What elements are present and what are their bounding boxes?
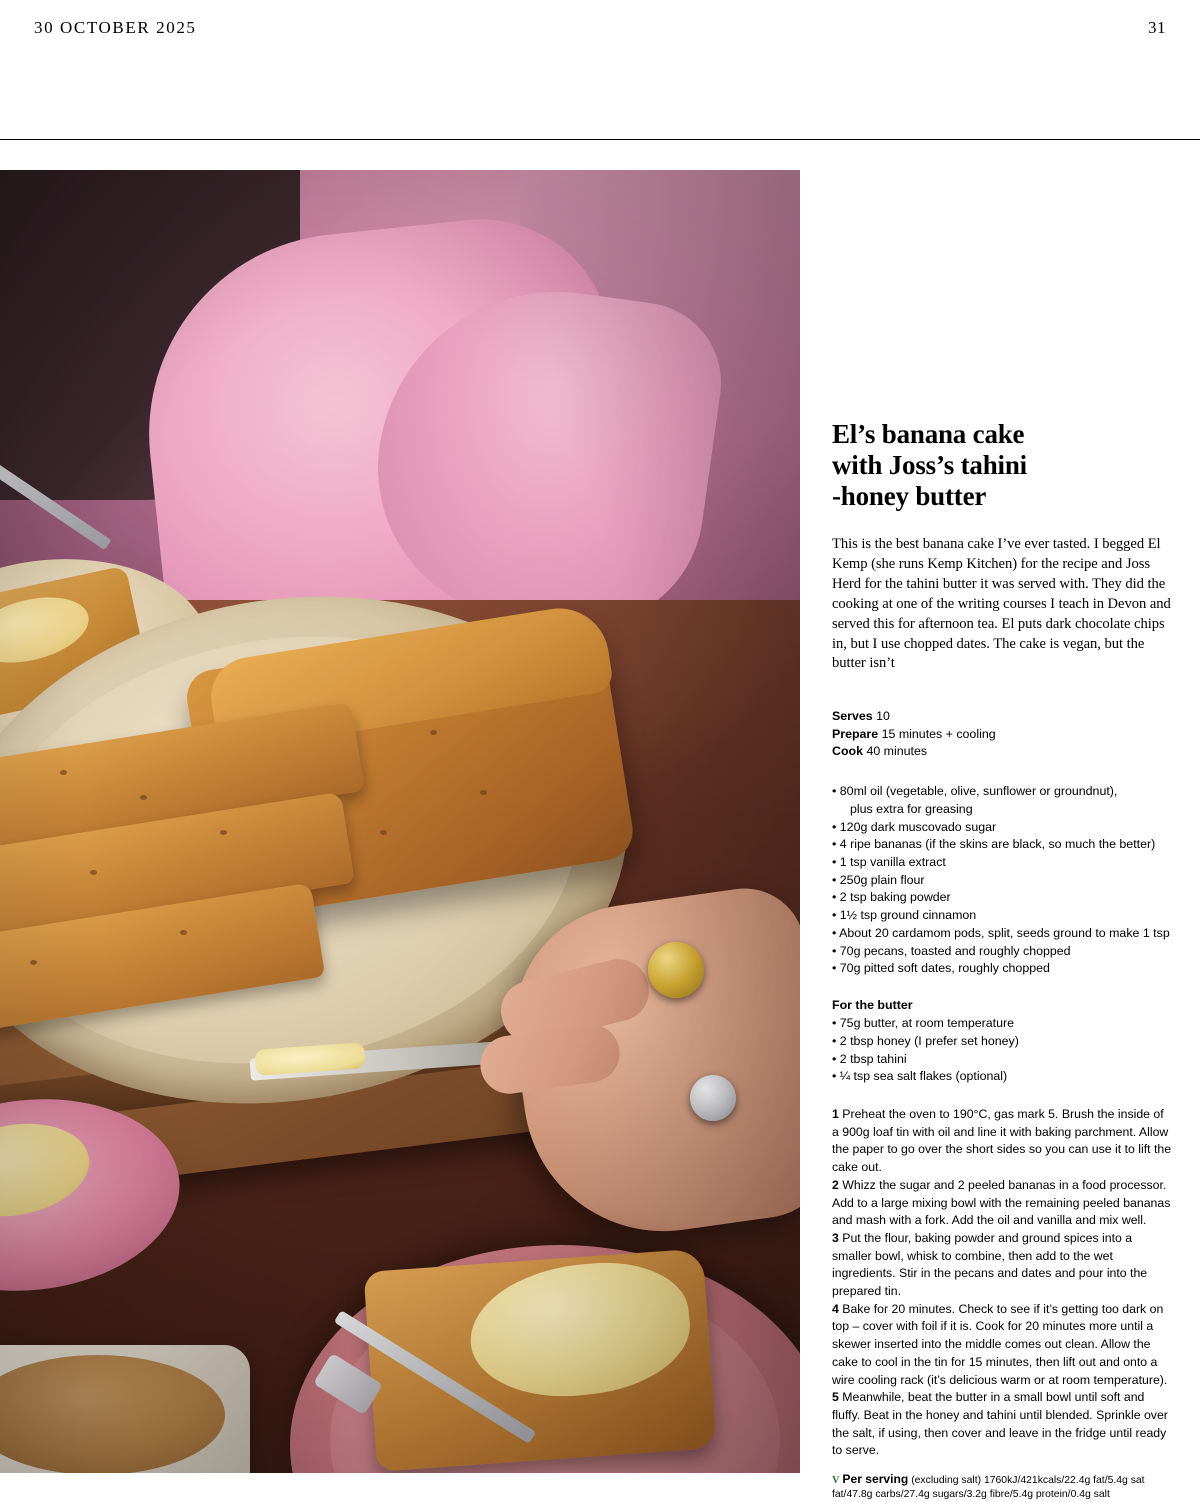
ingredient-text: 4 ripe bananas (if the skins are black, so much the better) (839, 837, 1156, 852)
ingredient-item: • 2 tsp baking powder (832, 890, 951, 905)
method-step (832, 1106, 1172, 1177)
ingredient-item: • 70g pecans, toasted and roughly chopped (832, 943, 1071, 958)
nutrition-qualifier: (excluding salt) (911, 1475, 982, 1487)
step-number: 3 (832, 1230, 839, 1245)
photo-illustration (0, 170, 800, 1473)
recipe-standfirst: This is the best banana cake I’ve ever tasted. I begged El Kemp (she runs Kemp Kitchen) for the recipe and Joss Herd for the tahini butter it was served with. They did the cooking at one of the writing courses I teach in Devon and served this for afternoon tea. El puts dark chocolate chips in, but I use chopped dates. The cake is vegan, but the butter isn’t (832, 536, 1171, 672)
butter-ingredients-list (832, 1015, 1172, 1086)
nutrition-values: 1760kJ/421kcals/22.4g fat/5.4g sat fat/47.8g carbs/27.4g sugars/3.2g fibre/5.4g protein/0.4g salt (832, 1475, 1145, 1501)
ingredient-text: 250g plain flour (839, 872, 925, 887)
ingredient-text: 75g butter, at room temperature (839, 1016, 1015, 1031)
ingredient-item: • 120g dark muscovado sugar (832, 819, 997, 834)
ingredient-text: 1½ tsp ground cinnamon (839, 908, 977, 923)
ingredient-text: 80ml oil (vegetable, olive, sunflower or groundnut), (839, 784, 1118, 799)
cook-row (832, 743, 1172, 761)
method-steps (832, 1106, 1172, 1460)
recipe-title-line-1: El’s banana cake (832, 419, 1025, 449)
ingredient-item: • 1 tsp vanilla extract (832, 854, 946, 869)
prepare-label: Prepare (832, 726, 879, 741)
page-header (0, 0, 1200, 140)
ingredient-text: 120g dark muscovado sugar (839, 819, 997, 834)
step-text: Put the flour, baking powder and ground spices into a smaller bowl, whisk to combine, then add to the wet ingredients. Stir in the pecans and dates and pour into the prepared tin. (832, 1230, 1148, 1299)
step-text: Meanwhile, beat the butter in a small bowl until soft and fluffy. Beat in the honey and tahini until blended. Sprinkle over the salt, if using, then cover and leave in the fridge until ready to serve. (832, 1390, 1168, 1458)
recipe-column (832, 170, 1172, 1501)
pecan-piece (60, 770, 67, 775)
gold-ring (648, 942, 704, 998)
silver-ring (690, 1075, 736, 1121)
ingredient-text: About 20 cardamom pods, split, seeds ground to make 1 tsp (839, 925, 1170, 940)
step-number: 2 (832, 1177, 839, 1192)
cook-value: 40 minutes (866, 744, 928, 759)
ingredient-text: 2 tbsp tahini (839, 1051, 907, 1066)
ingredient-item: • About 20 cardamom pods, split, seeds ground to make 1 tsp (832, 925, 1170, 940)
butter-section-heading: For the butter (832, 998, 913, 1013)
pecan-piece (480, 790, 487, 795)
ingredients-list (832, 783, 1172, 978)
step-number: 1 (832, 1107, 839, 1122)
ingredient-item: • 75g butter, at room temperature (832, 1016, 1015, 1031)
ingredient-item: • 250g plain flour (832, 872, 925, 887)
step-number: 5 (832, 1390, 839, 1405)
serves-value: 10 (876, 709, 890, 724)
pecan-piece (180, 930, 187, 935)
step-text: Bake for 20 minutes. Check to see if it’s getting too dark on top – cover with foil if it is. Cook for 20 minutes more until a skewer inserted into the middle comes out clean. Allow the cake to cool in the tin for 15 minutes, then lift out and onto a wire cooling rack (it’s delicious warm or at room temperature). (832, 1301, 1168, 1387)
pecan-piece (30, 960, 37, 965)
pecan-piece (220, 830, 227, 835)
ingredient-item: • 4 ripe bananas (if the skins are black, so much the better) (832, 837, 1156, 852)
recipe-title-line-3: -honey butter (832, 480, 987, 511)
pecan-piece (430, 730, 437, 735)
serves-label: Serves (832, 709, 873, 724)
ingredient-text: 70g pecans, toasted and roughly chopped (839, 943, 1071, 958)
nutrition-info (832, 1471, 1172, 1502)
ingredient-item: • ¼ tsp sea salt flakes (optional) (832, 1069, 1008, 1084)
vegetarian-icon: V (832, 1475, 840, 1487)
issue-date: 30 OCTOBER 2025 (34, 18, 197, 37)
ingredient-text: ¼ tsp sea salt flakes (optional) (839, 1069, 1008, 1084)
ingredient-text: 2 tsp baking powder (839, 890, 951, 905)
ingredient-item: • 1½ tsp ground cinnamon (832, 908, 977, 923)
ingredient-item: • 2 tbsp honey (I prefer set honey) (832, 1033, 1019, 1048)
pecan-piece (140, 795, 147, 800)
method-step (832, 1230, 1172, 1301)
ingredient-continuation: plus extra for greasing (850, 801, 973, 816)
prepare-value: 15 minutes + cooling (881, 726, 996, 741)
pecan-piece (90, 870, 97, 875)
ingredient-text: 2 tbsp honey (I prefer set honey) (839, 1033, 1019, 1048)
ingredient-item: • 80ml oil (vegetable, olive, sunflower or groundnut), plus extra for greasing (832, 783, 1172, 818)
page-number: 31 (1148, 18, 1166, 37)
step-text: Preheat the oven to 190°C, gas mark 5. Brush the inside of a 900g loaf tin with oil and line it with baking parchment. Allow the paper to go over the short sides so you can use it to lift the cake out. (832, 1107, 1172, 1175)
nutrition-label: Per serving (842, 1472, 909, 1487)
recipe-title-line-2: with Joss’s tahini (832, 449, 1027, 480)
recipe-meta (832, 708, 1172, 761)
serves-row (832, 708, 1172, 726)
cook-label: Cook (832, 744, 863, 759)
recipe-title (832, 419, 1172, 511)
method-step (832, 1177, 1172, 1230)
step-number: 4 (832, 1301, 839, 1316)
prepare-row (832, 726, 1172, 744)
pecan-piece (380, 830, 387, 835)
step-text: Whizz the sugar and 2 peeled bananas in a food processor. Add to a large mixing bowl with the remaining peeled bananas and mash with a fork. Add the oil and vanilla and mix well. (832, 1177, 1171, 1228)
ingredient-item: • 70g pitted soft dates, roughly chopped (832, 961, 1050, 976)
method-step (832, 1389, 1172, 1460)
recipe-photograph (0, 170, 800, 1473)
ingredient-text: 1 tsp vanilla extract (839, 854, 946, 869)
ingredient-item: • 2 tbsp tahini (832, 1051, 907, 1066)
method-step (832, 1301, 1172, 1390)
ingredient-text: 70g pitted soft dates, roughly chopped (839, 961, 1050, 976)
